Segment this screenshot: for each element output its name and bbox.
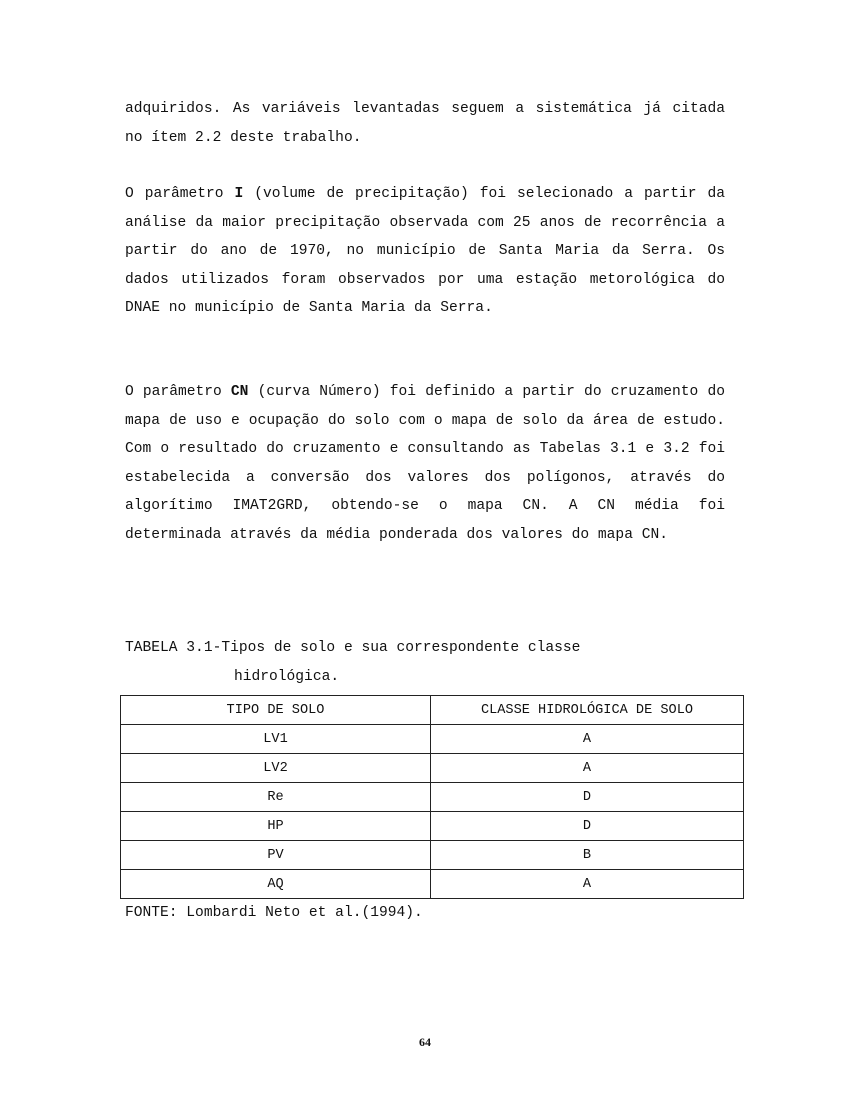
- table-source: FONTE: Lombardi Neto et al.(1994).: [125, 905, 423, 921]
- table-caption-line: TABELA 3.1-Tipos de solo e sua correspondente classe: [125, 640, 581, 656]
- table-cell: Re: [121, 783, 431, 812]
- table-cell: HP: [121, 812, 431, 841]
- table-cell: LV2: [121, 754, 431, 783]
- column-header-hydrologic-class: CLASSE HIDROLÓGICA DE SOLO: [431, 696, 744, 725]
- table-cell: B: [431, 841, 744, 870]
- page-number: 64: [419, 1035, 431, 1049]
- paragraph-parameter-cn: [125, 378, 725, 549]
- soil-class-table: [120, 695, 744, 899]
- table-cell: AQ: [121, 870, 431, 899]
- table-cell: D: [431, 812, 744, 841]
- table-cell: LV1: [121, 725, 431, 754]
- table-row: [121, 841, 744, 870]
- column-header-soil-type: TIPO DE SOLO: [121, 696, 431, 725]
- parameter-term: CN: [230, 384, 249, 400]
- paragraph-text: (volume de precipitação) foi selecionado a partir da análise da maior precipitação observada com 25 anos de recorrência a partir do ano de 1970, no município de Santa Maria da Serra. Os dados utilizados foram observados por uma estação metorológica do DNAE no município de Santa Maria da Serra.: [125, 186, 725, 316]
- table-cell: A: [431, 754, 744, 783]
- paragraph-text: (curva Número) foi definido a partir do cruzamento do mapa de uso e ocupação do solo com o mapa de solo da área de estudo. Com o resultado do cruzamento e consultando as Tabelas 3.1 e 3.2 foi estabelecida a conversão dos valores dos polígonos, através do algorítimo IMAT2GRD, obtendo-se o mapa CN. A CN média foi determinada através da média ponderada dos valores do mapa CN.: [125, 384, 725, 543]
- table-cell: A: [431, 870, 744, 899]
- table-caption: [125, 634, 745, 691]
- table-row: [121, 754, 744, 783]
- table-caption-line: hidrológica.: [234, 668, 340, 685]
- table-row: [121, 870, 744, 899]
- table-cell: PV: [121, 841, 431, 870]
- paragraph-text: O parâmetro: [125, 384, 231, 400]
- parameter-term: I: [234, 186, 244, 202]
- table-row: [121, 783, 744, 812]
- table-row: [121, 725, 744, 754]
- table-cell: A: [431, 725, 744, 754]
- table-cell: D: [431, 783, 744, 812]
- paragraph-parameter-i: [125, 180, 725, 323]
- paragraph-intro: adquiridos. As variáveis levantadas seguem a sistemática já citada no ítem 2.2 deste trabalho.: [125, 101, 725, 146]
- table-row: [121, 812, 744, 841]
- paragraph-text: O parâmetro: [125, 186, 235, 202]
- table-header-row: [121, 696, 744, 725]
